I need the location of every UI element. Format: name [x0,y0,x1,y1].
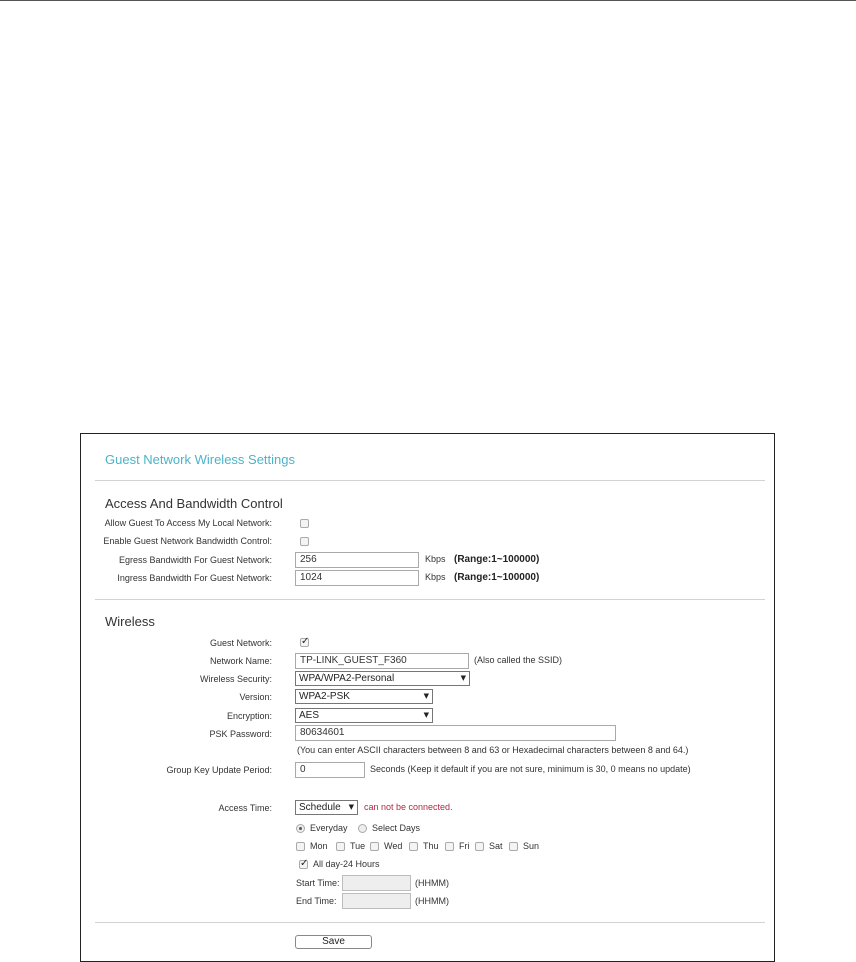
psk-password-input[interactable]: 80634601 [295,725,616,741]
everyday-label: Everyday [310,823,348,833]
end-time-input[interactable] [342,893,411,909]
wireless-section-title: Wireless [105,614,155,629]
ingress-input[interactable]: 1024 [295,570,419,586]
guest-network-checkbox[interactable] [300,638,309,647]
chevron-down-icon: ▼ [460,674,466,682]
version-value: WPA2-PSK [299,691,350,702]
wireless-security-label: Wireless Security: [199,674,272,684]
egress-input[interactable]: 256 [295,552,419,568]
access-divider [95,599,765,600]
all-day-label: All day-24 Hours [313,859,380,869]
ingress-label: Ingress Bandwidth For Guest Network: [117,573,272,583]
network-name-label: Network Name: [209,656,272,666]
wireless-security-value: WPA/WPA2-Personal [299,673,395,684]
version-select[interactable] [295,689,433,704]
page-title: Guest Network Wireless Settings [105,452,296,467]
day-wed-label: Wed [384,841,403,851]
bandwidth-control-label: Enable Guest Network Bandwidth Control: [103,536,272,546]
footer-divider [95,922,765,923]
day-tue-checkbox[interactable] [336,842,345,851]
select-days-label: Select Days [372,823,421,833]
day-sun-label: Sun [523,841,540,851]
group-key-input[interactable]: 0 [295,762,365,778]
psk-password-label: PSK Password: [209,729,272,739]
encryption-value: AES [299,710,320,721]
access-time-label: Access Time: [218,803,272,813]
allow-local-checkbox[interactable] [300,519,309,528]
start-time-format: (HHMM) [415,878,449,888]
access-time-select[interactable] [295,800,358,815]
encryption-label: Encryption: [226,711,272,721]
chevron-down-icon: ▼ [423,711,429,719]
title-divider [95,480,765,481]
schedule-status-note: can not be connected. [364,802,453,812]
psk-note: (You can enter ASCII characters between 8 and 63 or Hexadecimal characters between 8 and 64.) [297,745,689,755]
egress-unit: Kbps [425,554,446,564]
bandwidth-control-checkbox[interactable] [300,537,309,546]
day-mon-checkbox[interactable] [296,842,305,851]
everyday-radio[interactable] [296,824,305,833]
top-divider [0,0,856,1]
start-time-input[interactable] [342,875,411,891]
allow-local-label: Allow Guest To Access My Local Network: [104,518,272,528]
egress-label: Egress Bandwidth For Guest Network: [118,555,272,565]
wireless-security-select[interactable] [295,671,470,686]
end-time-format: (HHMM) [415,896,449,906]
group-key-note: Seconds (Keep it default if you are not sure, minimum is 30, 0 means no update) [370,764,691,774]
day-mon-label: Mon [310,841,328,851]
day-sat-checkbox[interactable] [475,842,484,851]
egress-range: (Range:1~100000) [454,554,540,565]
version-label: Version: [239,692,272,702]
ssid-note: (Also called the SSID) [474,655,563,665]
ingress-range: (Range:1~100000) [454,572,540,583]
chevron-down-icon: ▼ [348,803,354,811]
encryption-select[interactable] [295,708,433,723]
access-section-title: Access And Bandwidth Control [105,496,283,511]
day-fri-checkbox[interactable] [445,842,454,851]
day-thu-label: Thu [423,841,439,851]
chevron-down-icon: ▼ [423,692,429,700]
select-days-radio[interactable] [358,824,367,833]
day-sun-checkbox[interactable] [509,842,518,851]
save-button[interactable]: Save [295,935,372,949]
guest-network-label: Guest Network: [209,638,272,648]
day-wed-checkbox[interactable] [370,842,379,851]
group-key-label: Group Key Update Period: [166,765,272,775]
day-tue-label: Tue [350,841,366,851]
guest-network-panel [80,433,775,962]
end-time-label: End Time: [296,896,337,906]
network-name-input[interactable]: TP-LINK_GUEST_F360 [295,653,469,669]
access-time-value: Schedule [299,802,341,813]
all-day-checkbox[interactable] [299,860,308,869]
day-sat-label: Sat [489,841,503,851]
day-thu-checkbox[interactable] [409,842,418,851]
day-fri-label: Fri [459,841,470,851]
start-time-label: Start Time: [296,878,340,888]
ingress-unit: Kbps [425,572,446,582]
